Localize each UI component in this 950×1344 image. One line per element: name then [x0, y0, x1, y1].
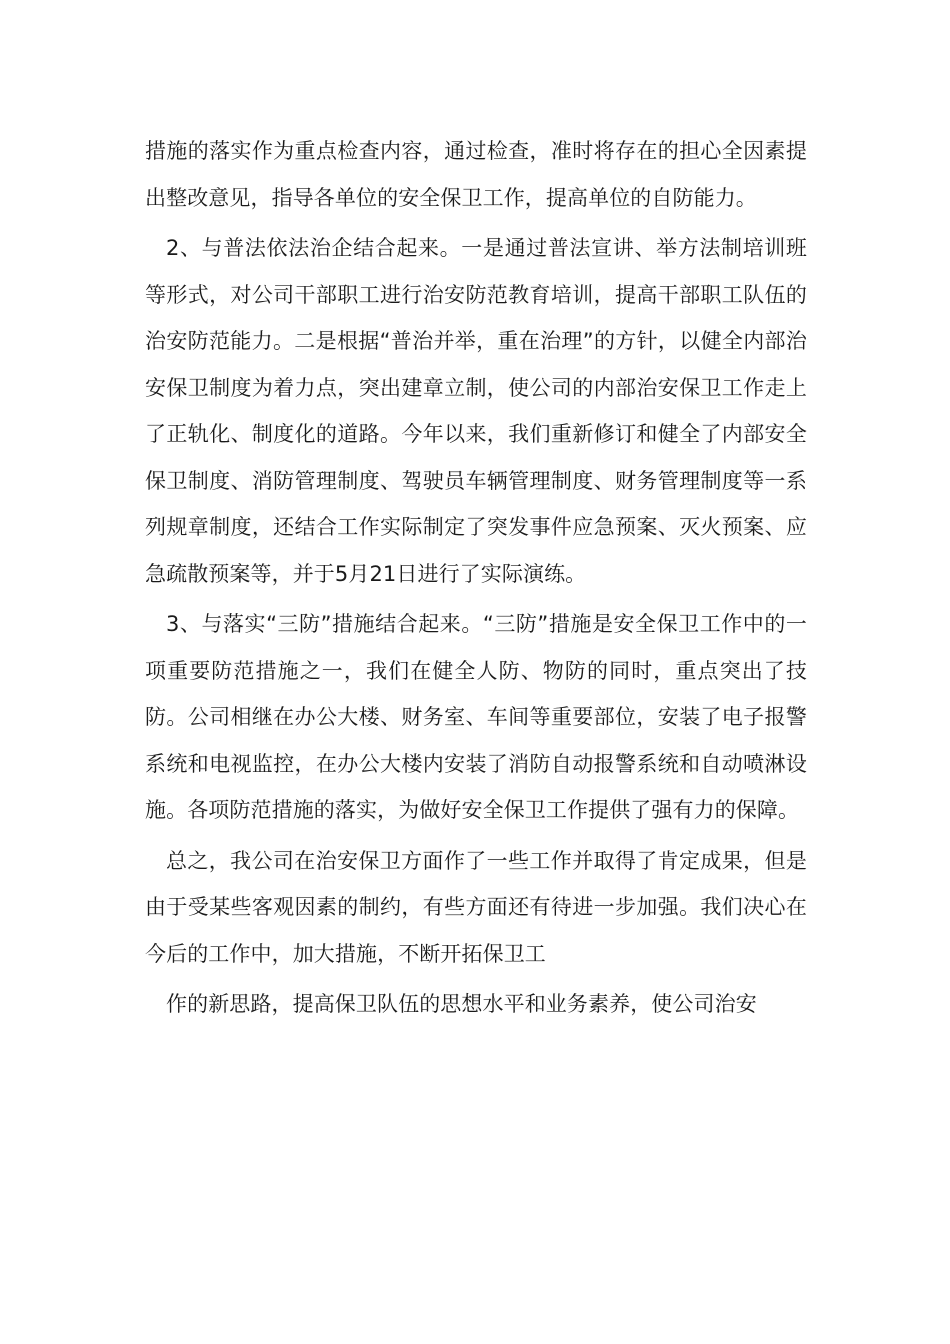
paragraph-legal-education: 2、与普法依法治企结合起来。一是通过普法宣讲、举方法制培训班等形式，对公司干部职工进行治安防范教育培训，提高干部职工队伍的治安防范能力。二是根据“普治并举，重在治理”的方针，以健全内部治安保卫制度为着力点，突出建章立制，使公司的内部治安保卫工作走上了正轨化、制度化的道路。今年以来，我们重新修订和健全了内部安全保卫制度、消防管理制度、驾驶员车辆管理制度、财务管理制度等一系列规章制度，还结合工作实际制定了突发事件应急预案、灭火预案、应急疏散预案等，并于5月21日进行了实际演练。 — [145, 236, 807, 586]
document-body — [145, 128, 807, 1028]
paragraph-three-defenses: 3、与落实“三防”措施结合起来。“三防”措施是安全保卫工作中的一项重要防范措施之一，我们在健全人防、物防的同时，重点突出了技防。公司相继在办公大楼、财务室、车间等重要部位，安装了电子报警系统和电视监控，在办公大楼内安装了消防自动报警系统和自动喷淋设施。各项防范措施的落实，为做好安全保卫工作提供了强有力的保障。 — [145, 612, 807, 822]
paragraph-continuation: 措施的落实作为重点检查内容，通过检查，准时将存在的担心全因素提出整改意见，指导各单位的安全保卫工作，提高单位的自防能力。 — [145, 139, 807, 210]
paragraph-summary-continued: 作的新思路，提高保卫队伍的思想水平和业务素养，使公司治安 — [166, 992, 757, 1016]
paragraph-summary: 总之，我公司在治安保卫方面作了一些工作并取得了肯定成果，但是由于受某些客观因素的制约，有些方面还有待进一步加强。我们决心在今后的工作中，加大措施，不断开拓保卫工 — [145, 848, 807, 966]
